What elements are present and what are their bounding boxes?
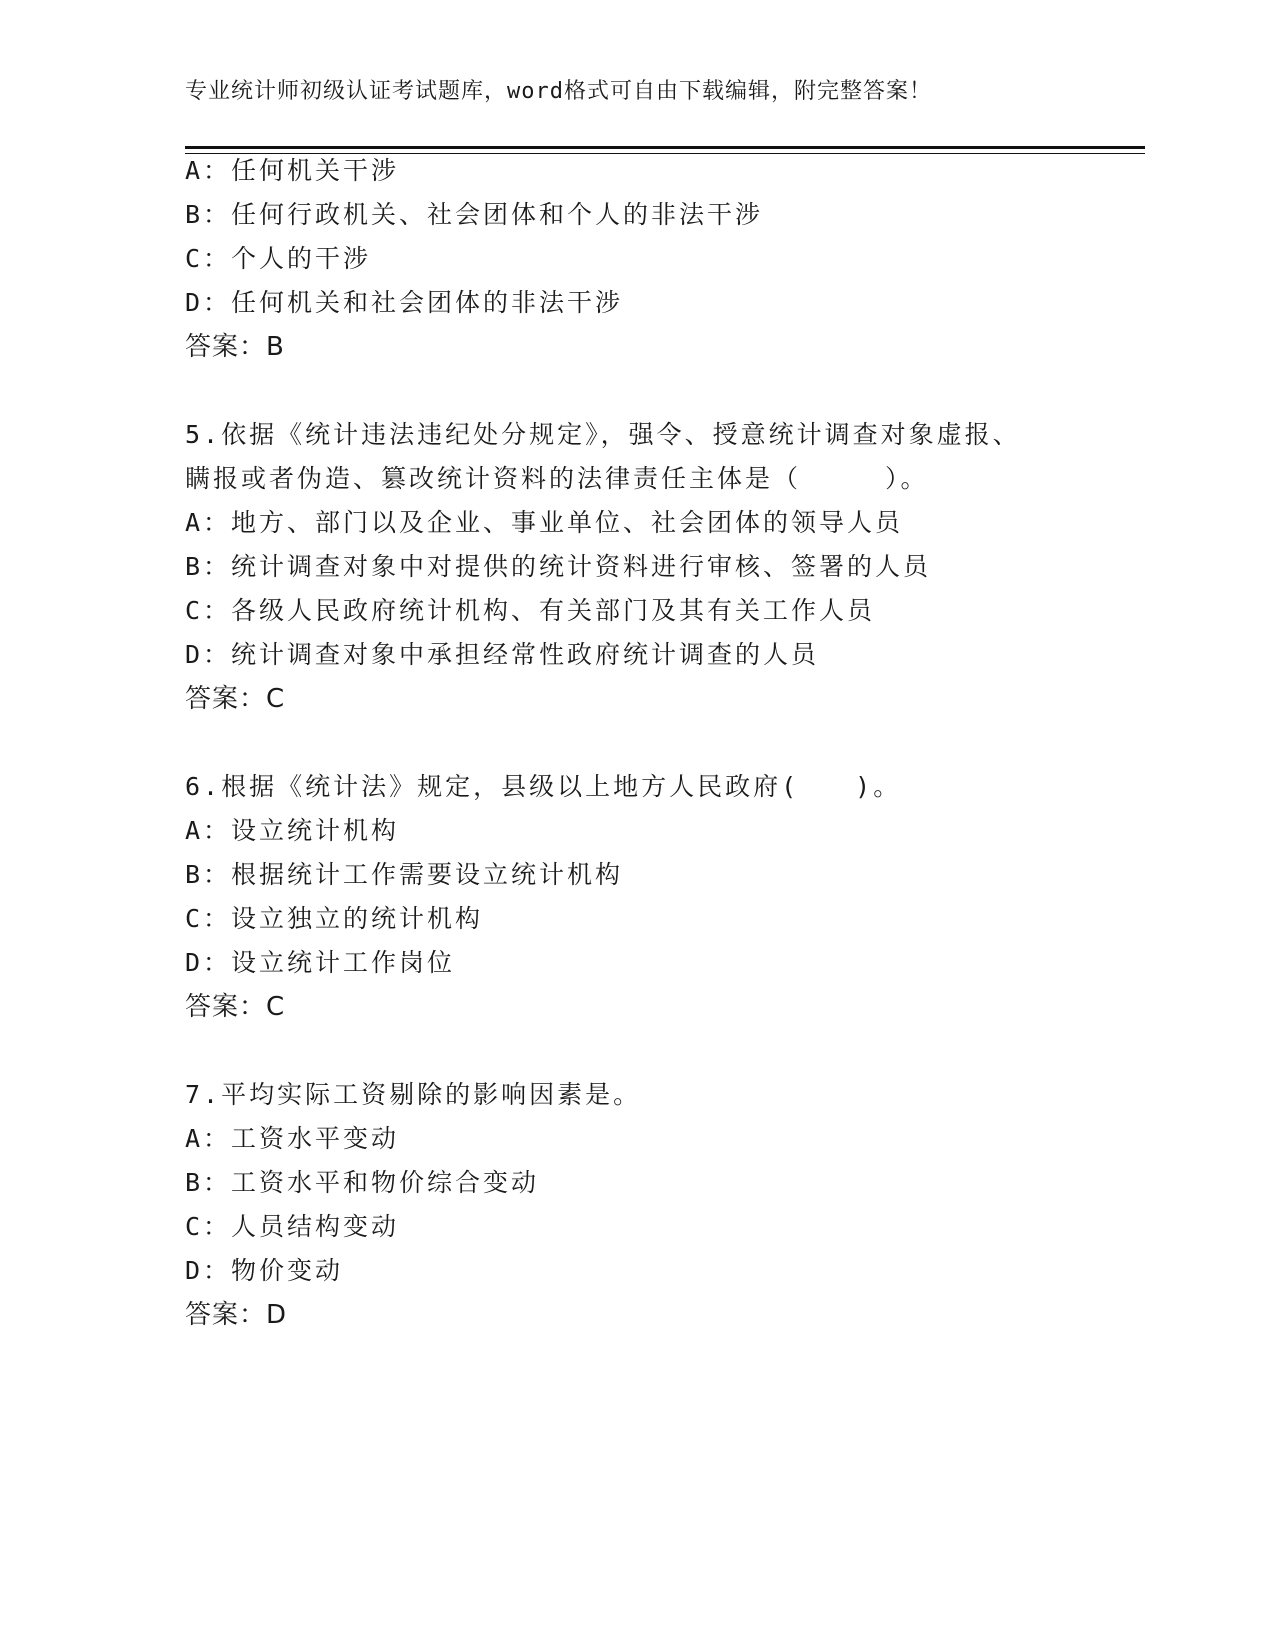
q6-stem: 6.根据《统计法》规定，县级以上地方人民政府( )。	[185, 772, 902, 801]
header-rule-thick	[185, 146, 1145, 149]
q4-option-d: D：任何机关和社会团体的非法干涉	[185, 288, 624, 317]
q4-answer: 答案：B	[185, 332, 285, 362]
q6-option-c: C：设立独立的统计机构	[185, 904, 484, 933]
q4-option-b: B：任何行政机关、社会团体和个人的非法干涉	[185, 200, 764, 229]
q7-option-c: C：人员结构变动	[185, 1212, 400, 1241]
q5-option-b: B：统计调查对象中对提供的统计资料进行审核、签署的人员	[185, 552, 932, 581]
q7-option-d: D：物价变动	[185, 1256, 344, 1285]
q6-answer: 答案：C	[185, 992, 286, 1022]
q7-stem: 7.平均实际工资剔除的影响因素是。	[185, 1080, 642, 1109]
header-rule-thin	[185, 153, 1145, 154]
q6-option-b: B：根据统计工作需要设立统计机构	[185, 860, 624, 889]
q7-option-b: B：工资水平和物价综合变动	[185, 1168, 540, 1197]
q4-option-a: A：任何机关干涉	[185, 156, 400, 185]
q7-option-a: A：工资水平变动	[185, 1124, 400, 1153]
q5-stem-line1: 5.依据《统计违法违纪处分规定》，强令、授意统计调查对象虚报、	[185, 420, 1021, 449]
q5-option-d: D：统计调查对象中承担经常性政府统计调查的人员	[185, 640, 820, 669]
q4-option-c: C：个人的干涉	[185, 244, 372, 273]
q7-answer: 答案：D	[185, 1300, 288, 1330]
q5-stem-line2: 瞒报或者伪造、篡改统计资料的法律责任主体是（ ）。	[185, 464, 929, 493]
q5-option-a: A：地方、部门以及企业、事业单位、社会团体的领导人员	[185, 508, 904, 537]
q6-option-a: A：设立统计机构	[185, 816, 400, 845]
q5-answer: 答案：C	[185, 684, 286, 714]
q5-option-c: C：各级人民政府统计机构、有关部门及其有关工作人员	[185, 596, 876, 625]
page-header: 专业统计师初级认证考试题库，word格式可自由下载编辑，附完整答案！	[185, 79, 932, 104]
q6-option-d: D：设立统计工作岗位	[185, 948, 456, 977]
